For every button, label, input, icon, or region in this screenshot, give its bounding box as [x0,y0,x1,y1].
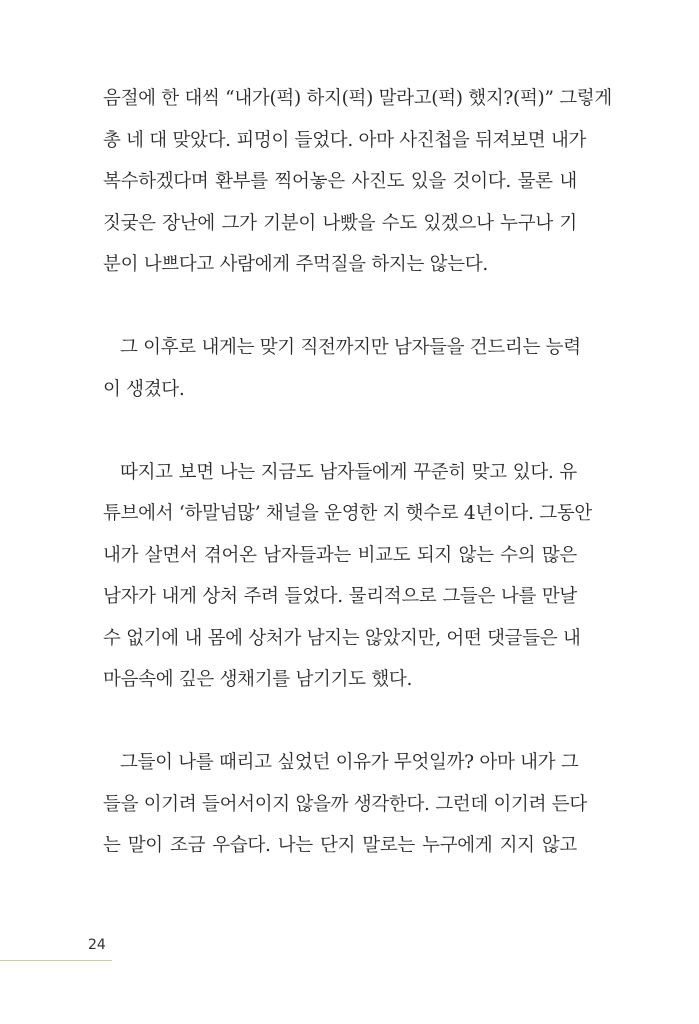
paragraph-2-line-2: 이 생겼다. [103,378,185,400]
paragraph-3-line-2: 튜브에서 ‘하말넘많’ 채널을 운영한 지 햇수로 4년이다. 그동안 [103,503,592,524]
paragraph-3-line-3: 내가 살면서 겪어온 남자들과는 비교도 되지 않는 수의 많은 [103,544,577,566]
paragraph-3-line-5: 수 없기에 내 몸에 상처가 남지는 않았지만, 어떤 댓글들은 내 [103,627,581,649]
paragraph-3-line-6: 마음속에 깊은 생채기를 남기기도 했다. [103,669,413,690]
paragraph-1-line-3: 복수하겠다며 환부를 찍어놓은 사진도 있을 것이다. 물론 내 [103,171,577,192]
paragraph-gap [103,410,577,452]
footer-rule [0,960,112,961]
paragraph-gap [103,701,577,743]
paragraph-1-line-4: 짓궂은 장난에 그가 기분이 나빴을 수도 있겠으나 누구나 기 [103,212,577,234]
paragraph-3-line-4: 남자가 내게 상처 주려 들었다. 물리적으로 그들은 나를 만날 [103,586,577,607]
paragraph-1-line-2: 총 네 대 맞았다. 피멍이 들었다. 아마 사진첩을 뒤져보면 내가 [103,129,587,151]
paragraph-4-line-3: 는 말이 조금 우습다. 나는 단지 말로는 누구에게 지지 않고 [103,835,577,856]
paragraph-4-line-1: 그들이 나를 때리고 싶었던 이유가 무엇일까? 아마 내가 그 [120,752,579,773]
paragraph-gap [103,286,577,328]
paragraph-1-line-5: 분이 나쁘다고 사람에게 주먹질을 하지는 않는다. [103,254,488,275]
paragraph-2-line-1: 그 이후로 내게는 맞기 직전까지만 남자들을 건드리는 능력 [120,337,581,358]
paragraph-4-line-2: 들을 이기려 들어서이지 않을까 생각한다. 그런데 이기려 든다 [103,793,587,815]
body-text [103,78,612,867]
page-number: 24 [88,937,106,953]
paragraph-1-line-1: 음절에 한 대씩 “내가(퍽) 하지(퍽) 말라고(퍽) 했지?(퍽)” 그렇게 [103,88,612,109]
paragraph-3-line-1: 따지고 보면 나는 지금도 남자들에게 꾸준히 맞고 있다. 유 [120,461,577,483]
